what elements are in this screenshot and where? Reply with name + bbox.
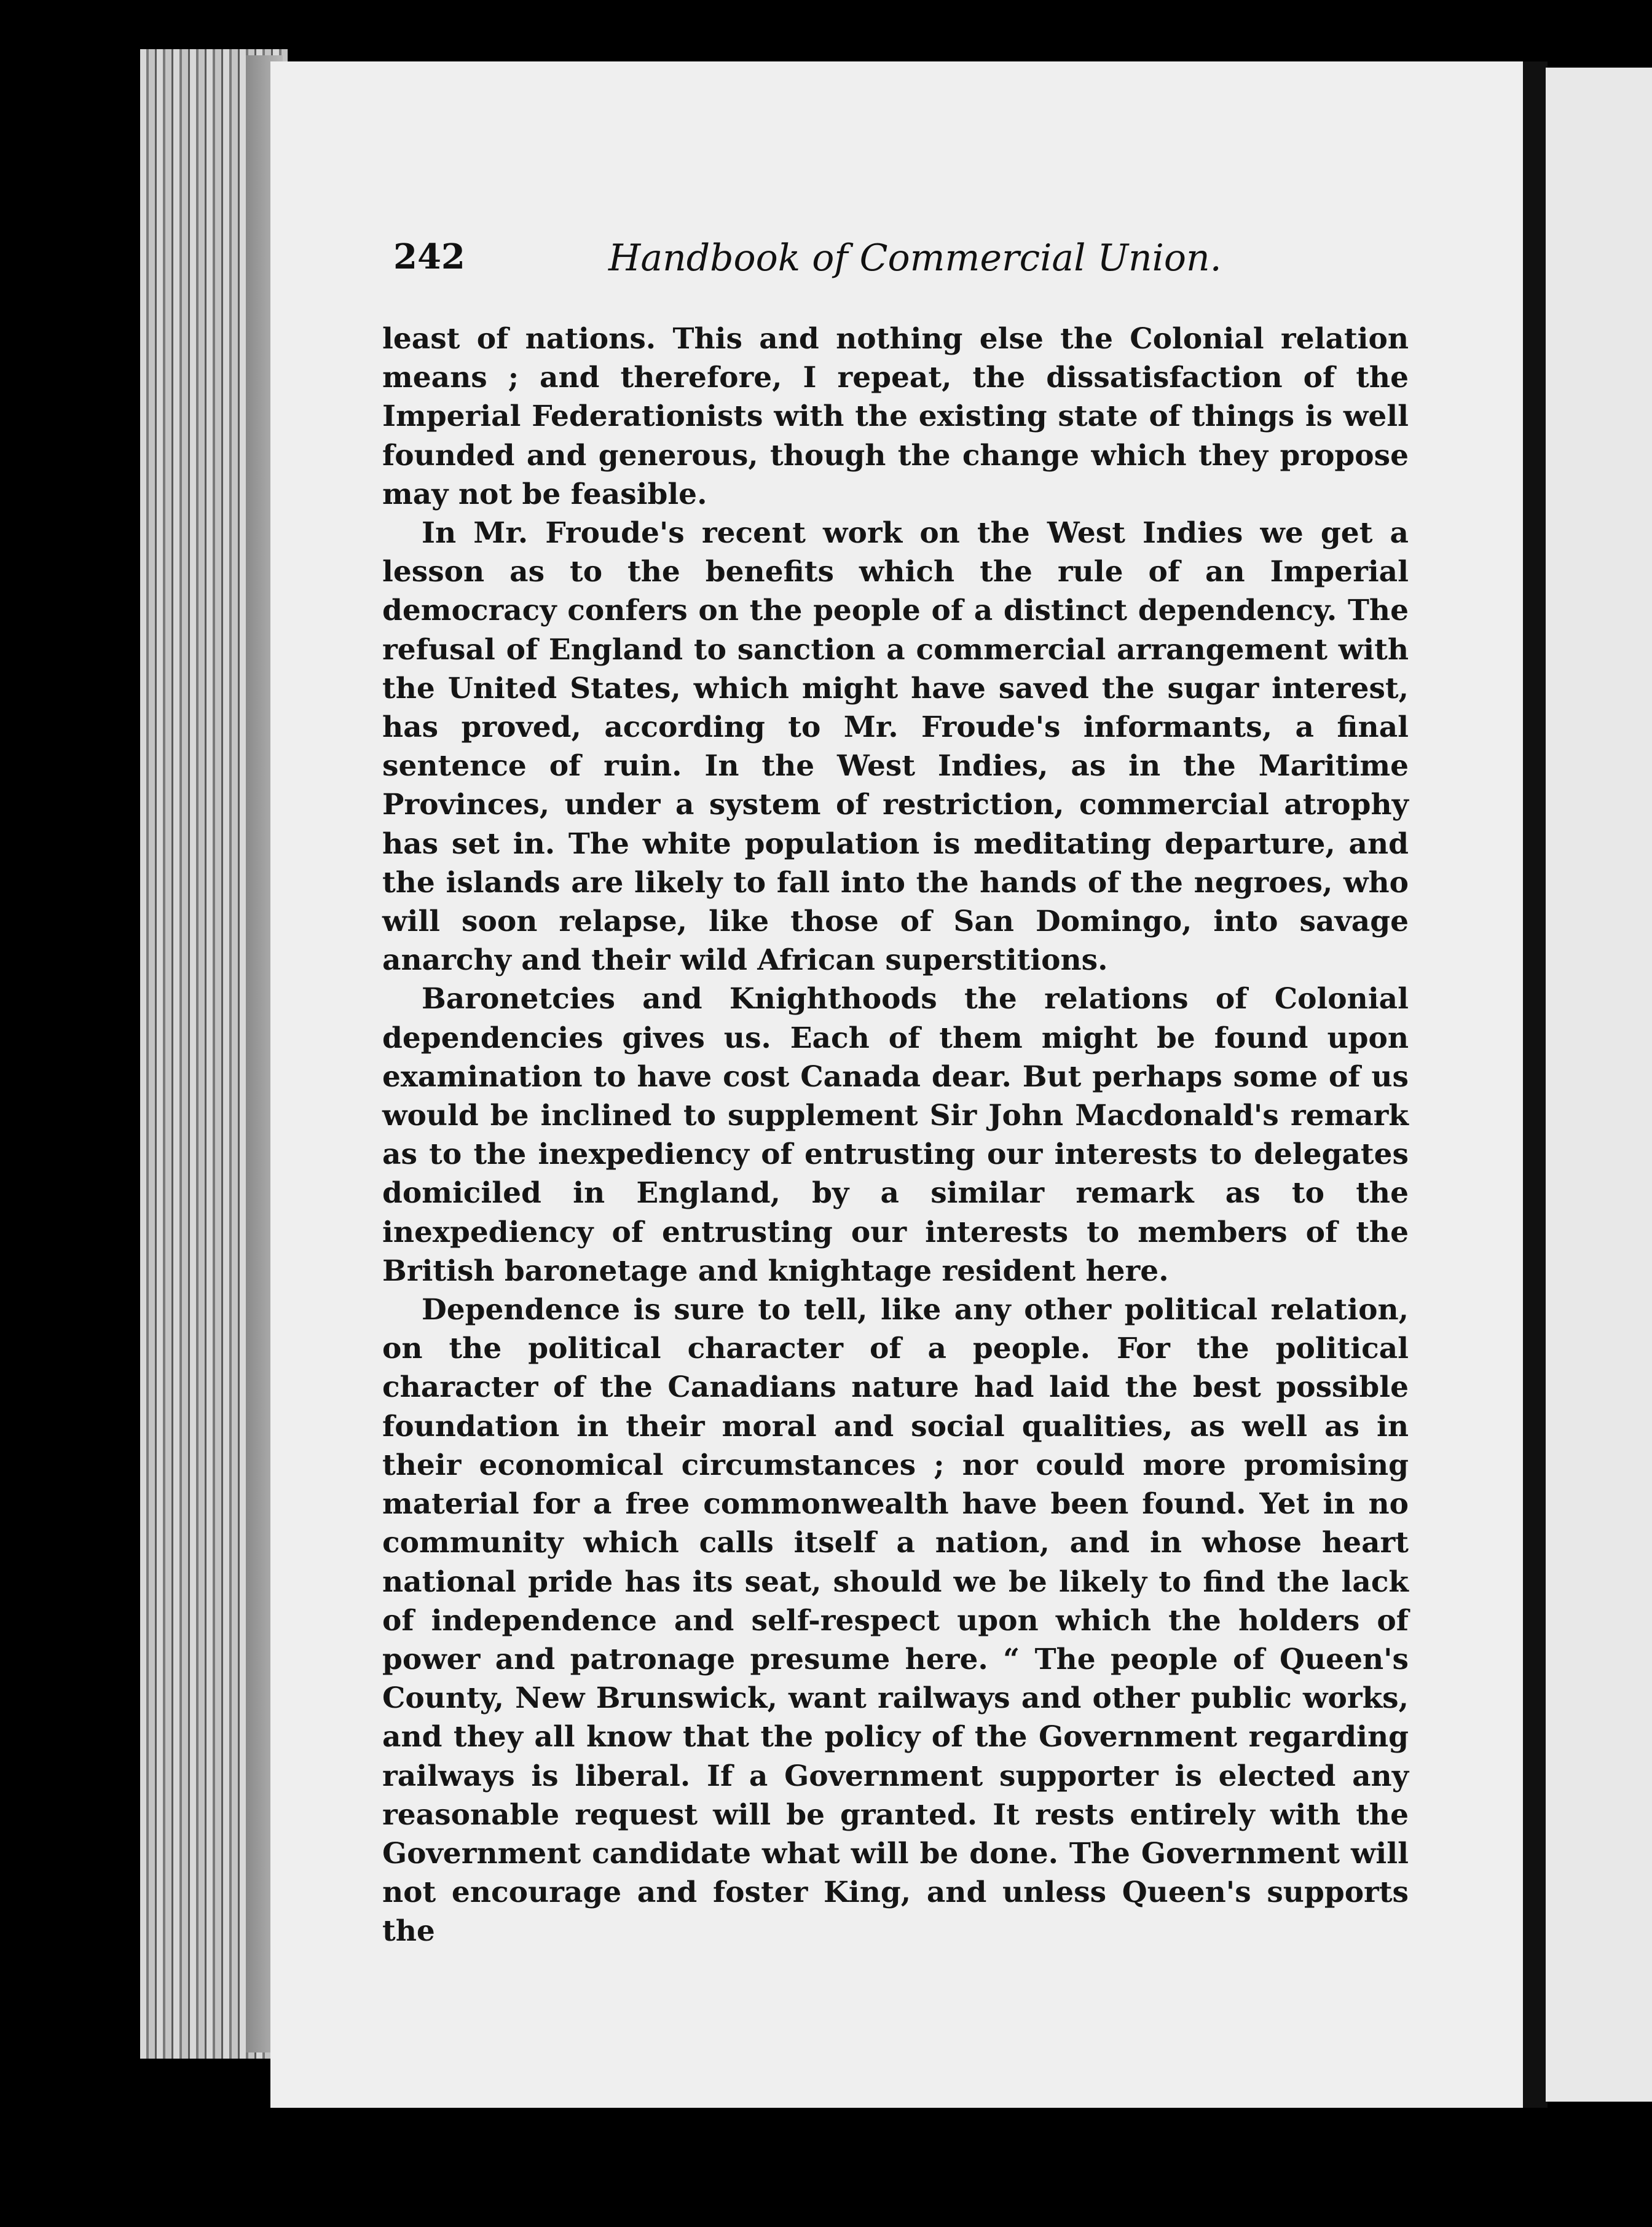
body-text xyxy=(382,320,1409,1951)
running-title: Handbook of Commercial Union. xyxy=(608,237,1222,280)
paragraph: In Mr. Froude's recent work on the West Indies we get a lesson as to the benefits which the rule of an Imperial democracy confers on the people of a distinct dependency. The refusal of England to sanction a commercial arrangement with the United States, which might have saved the sugar interest, has proved, according to Mr. Froude's informants, a final sentence of ruin. In the West Indies, as in the Maritime Provinces, under a system of restriction, commercial atrophy has set in. The white population is meditating departure, and the islands are likely to fall into the hands of the negroes, who will soon relapse, like those of San Domingo, into savage anarchy and their wild African superstitions. xyxy=(382,516,1409,978)
page-header xyxy=(393,237,1222,292)
paragraph: Dependence is sure to tell, like any other political relation, on the political character of a people. For the political character of the Canadians nature had laid the best possible foundation in their moral and social qualities, as well as in their economical circumstances ; nor could more promising material for a free commonwealth have been found. Yet in no community which calls itself a nation, and in whose heart national pride has its seat, should we be likely to find the lack of independence and self-respect upon which the holders of power and patronage presume here. “ The people of Queen's County, New Brunswick, want railways and other public works, and they all know that the policy of the Government regarding railways is liberal. If a Government supporter is elected any reasonable request will be granted. It rests entirely with the Government candidate what will be done. The Government will not encourage and foster King, and unless Queen's supports the xyxy=(382,1293,1409,1949)
facing-page-edge xyxy=(1546,68,1652,2102)
paragraph: Baronetcies and Knighthoods the relations of Colonial dependencies gives us. Each of them might be found upon examination to have cost Canada dear. But perhaps some of us would be inclined to supplement Sir John Macdonald's remark as to the inexpediency of entrusting our interests to delegates domiciled in England, by a similar remark as to the inexpediency of entrusting our interests to members of the British baronetage and knightage resident here. xyxy=(382,982,1409,1288)
page-number: 242 xyxy=(393,237,465,277)
paragraph: least of nations. This and nothing else the Colonial relation means ; and therefore, I repeat, the dissatisfaction of the Imperial Federationists with the existing state of things is well founded and generous, though the change which they propose may not be feasible. xyxy=(382,322,1409,511)
book-gutter xyxy=(1523,61,1548,2108)
